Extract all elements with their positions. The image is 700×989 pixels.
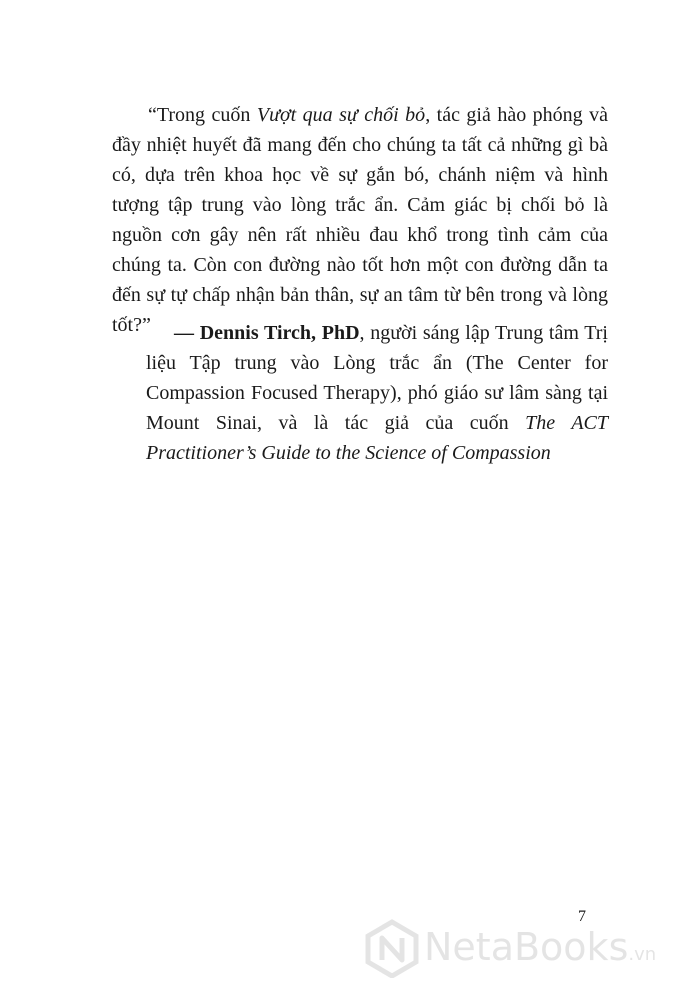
attribution-dash: — [174,322,200,344]
endorsement-attribution [146,318,608,468]
watermark [364,918,694,978]
netabooks-logo-icon [364,918,420,978]
page-number: 7 [578,908,586,925]
quote-text: , tác giả hào phóng và đầy nhiệt huyết đã mang đến cho chúng ta tất cả những gì bà có, dựa trên khoa học về sự gắn bó, chánh niệm và hình tượng tập trung vào lòng trắc ẩn. Cảm giác bị chối bỏ là nguồn cơn gây nên rất nhiều đau khổ trong tình cảm của chúng ta. Còn con đường nào tốt hơn một con đường dẫn ta đến sự tự chấp nhận bản thân, sự an tâm từ bên trong và lòng tốt?” [112,104,608,336]
attribution-book-title: The ACT Practitioner’s Guide to the Science of Compassion [146,412,608,464]
watermark-domain: .vn [628,944,657,965]
watermark-brand: NetaBooks.vn [424,925,657,969]
attribution-text: , người sáng lập Trung tâm Trị liệu Tập trung vào Lòng trắc ẩn (The Center for Compassion Focused Therapy), phó giáo sư lâm sàng tại Mount Sinai, và là tác giả của cuốn [146,322,608,434]
endorsement-quote [112,100,608,340]
attribution-author: Dennis Tirch, PhD [199,322,360,344]
quote-open: “Trong cuốn [148,104,257,126]
quote-book-title: Vượt qua sự chối bỏ [256,104,426,126]
